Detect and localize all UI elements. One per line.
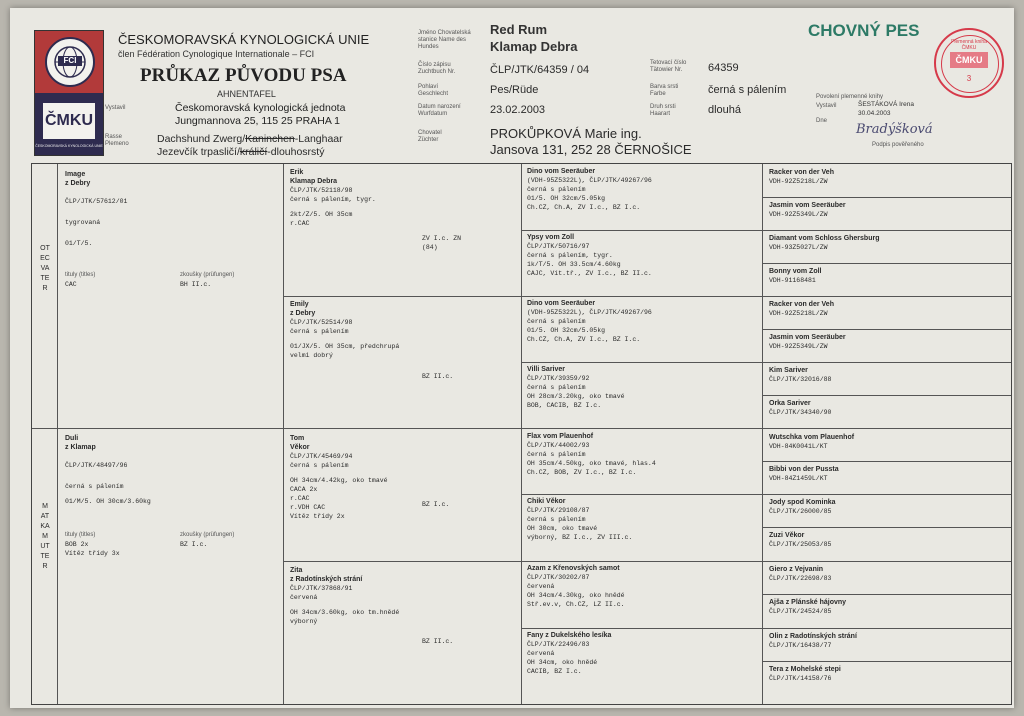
gen4-ancestor-16: Tera z Mohelské stepi ČLP/JTK/14158/76 bbox=[769, 666, 841, 682]
issued-by-label: Vystavil bbox=[816, 103, 837, 109]
color-label: Barva srsti Farbe bbox=[650, 84, 679, 97]
gen4-ancestor-9: Wutschka vom Plauenhof VDH-84K0041L/KT bbox=[769, 434, 855, 450]
breed-line-2: Jezevčík trpasličí/králičí-dlouhosrstý bbox=[157, 146, 325, 158]
dog-color: černá s pálením bbox=[708, 84, 787, 96]
org-name: ČESKOMORAVSKÁ KYNOLOGICKÁ UNIE bbox=[118, 32, 370, 47]
studbook-stamp: Plemenná kniha ČMKU ČMKU 3 bbox=[934, 28, 1004, 98]
gen3-ancestor-6: Chiki Věkor ČLP/JTK/29108/87 černá s pálením OH 30cm, oko tmavé výborný, BZ I.c., ZV III.c. bbox=[527, 498, 633, 541]
coat-label: Druh srsti Haarart bbox=[650, 104, 676, 117]
breeding-dog-stamp: CHOVNÝ PES bbox=[808, 21, 920, 40]
gen4-ancestor-4: Bonny vom Zoll VDH-91168481 bbox=[769, 268, 822, 284]
issued-label: Vystavil bbox=[105, 105, 126, 111]
sex-label: Pohlaví Geschlecht bbox=[418, 84, 449, 97]
dog-reg-number: ČLP/JTK/64359 / 04 bbox=[490, 64, 590, 76]
reg-label: Číslo zápisu Zuchtbuch Nr. bbox=[418, 62, 456, 75]
dog-coat: dlouhá bbox=[708, 104, 742, 116]
gen4-ancestor-2: Jasmin vom Seeräuber VDH-92Z5349L/ZW bbox=[769, 202, 846, 218]
mother-side-label: MATKA MUTTER bbox=[40, 503, 50, 570]
issued-by: ŠESTÁKOVÁ Irena bbox=[858, 101, 914, 108]
signature-label: Podpis pověřeného bbox=[872, 142, 924, 148]
breed-line-1: Dachshund Zwerg/Kaninchen-Langhaar bbox=[157, 133, 343, 145]
gen4-ancestor-11: Jody spod Kominka ČLP/JTK/26000/85 bbox=[769, 499, 836, 515]
fci-membership: člen Fédération Cynologique Internationale – FCI bbox=[118, 49, 315, 59]
breed-label: Rasse Plemeno bbox=[105, 134, 129, 147]
breeder-label: Chovatel Züchter bbox=[418, 130, 442, 143]
sire-cell: Image z Debry ČLP/JTK/57612/01 tygrovaná 01/T/5. tituly (titles) zkoušky (prüfungen) CAC BH II.c. bbox=[65, 171, 235, 288]
tattoo-label: Tetovací číslo Tätowier Nr. bbox=[650, 60, 687, 73]
gen4-ancestor-5: Racker von der Veh VDH-92Z5218L/ZW bbox=[769, 301, 834, 317]
gen4-ancestor-7: Kim Sariver ČLP/JTK/32016/88 bbox=[769, 367, 832, 383]
gen3-ancestor-3: Dino vom Seeräuber (VDH-95Z5322L), ČLP/JTK/49267/96 černá s pálením 01/5. OH 32cm/5.05kg Ch.CZ, Ch.A, ZV I.c., BZ I.c. bbox=[527, 300, 652, 343]
issue-date: 30.04.2003 bbox=[858, 110, 891, 117]
name-label: Jméno Chovatelská stanice Name des Hundes bbox=[418, 30, 471, 50]
gen3-ancestor-2: Ypsy vom Zoll ČLP/JTK/50716/97 černá s pálením, tygr. 1k/T/5. OH 33.5cm/4.60kg CAJC, Vít.tř., ZV I.c., BZ II.c. bbox=[527, 234, 652, 277]
gen4-ancestor-8: Orka Sariver ČLP/JTK/34340/90 bbox=[769, 400, 832, 416]
father-side-label: OTEC VATER bbox=[40, 245, 50, 292]
gen3-ancestor-8: Fany z Dukelského lesíka ČLP/JTK/22496/83 červená OH 34cm, oko hnědé CACIB, BZ I.c. bbox=[527, 632, 612, 675]
paternal-granddam-cell: Emily z Debry ČLP/JTK/52514/98 černá s pálením 01/JX/5. OH 35cm, předchrupá velmi dobrý BZ II.c. bbox=[290, 301, 454, 380]
issuer: Českomoravská kynologická jednota bbox=[175, 102, 346, 114]
dog-kennel: Klamap Debra bbox=[490, 39, 578, 54]
page-title: PRŮKAZ PŮVODU PSA bbox=[140, 65, 347, 86]
date-label: Dne bbox=[816, 118, 828, 124]
breeder-name: PROKŮPKOVÁ Marie ing. bbox=[490, 126, 642, 141]
cmku-logo bbox=[34, 30, 104, 156]
gen3-ancestor-7: Azam z Křenovských samot ČLP/JTK/30202/87 červená OH 34cm/4.30kg, oko hnědé Stř.ev.v, Ch.CZ, LZ II.c. bbox=[527, 565, 625, 608]
dob-label: Datum narození Wurfdatum bbox=[418, 104, 461, 117]
pedigree-table bbox=[31, 163, 1012, 705]
dog-dob: 23.02.2003 bbox=[490, 104, 546, 116]
paternal-grandsire-cell: Erik Klamap Debra ČLP/JTK/52118/98 černá s pálením, tygr. 2kt/Z/5. OH 35cm r.CAC ZV I.c. ZN (84) bbox=[290, 169, 462, 251]
studbook-permit-label: Povolení plemenné knihy bbox=[816, 94, 884, 100]
gen4-ancestor-12: Zuzi Věkor ČLP/JTK/25053/85 bbox=[769, 532, 832, 548]
dog-sex: Pes/Rüde bbox=[490, 84, 539, 96]
gen4-ancestor-3: Diamant vom Schloss Ghersburg VDH-93Z5027L/ZW bbox=[769, 235, 880, 251]
gen4-ancestor-10: Bibbi von der Pussta VDH-84Z1459L/KT bbox=[769, 466, 839, 482]
fci-label: FCI bbox=[58, 56, 82, 66]
gen3-ancestor-4: Villi Sariver ČLP/JTK/39359/92 černá s pálením OH 28cm/3.20kg, oko tmavé BOB, CACIB, BZ I.c. bbox=[527, 366, 625, 409]
pedigree-certificate bbox=[10, 8, 1014, 708]
dog-tattoo: 64359 bbox=[708, 62, 739, 74]
breeder-address: Jansova 131, 252 28 ČERNOŠICE bbox=[490, 142, 692, 157]
dog-name: Red Rum bbox=[490, 22, 548, 37]
gen4-ancestor-6: Jasmin vom Seeräuber VDH-92Z5349L/ZW bbox=[769, 334, 846, 350]
gen3-ancestor-5: Flax vom Plauenhof ČLP/JTK/44002/93 černá s pálením OH 35cm/4.50kg, oko tmavé, hlas.4 Ch.CZ, BOB, ZV I.c., BZ I.c. bbox=[527, 433, 656, 476]
gen3-ancestor-1: Dino vom Seeräuber (VDH-95Z5322L), ČLP/JTK/49267/96 černá s pálením 01/5. OH 32cm/5.05kg Ch.CZ, Ch.A, ZV I.c., BZ I.c. bbox=[527, 168, 652, 211]
maternal-grandsire-cell: Tom Věkor ČLP/JTK/45469/94 černá s pálením OH 34cm/4.42kg, oko tmavé CACA 2x r.CAC r.VDH CAC Vítěz třídy 2x BZ I.c. bbox=[290, 435, 450, 520]
gen4-ancestor-15: Olin z Radotínských strání ČLP/JTK/16438/77 bbox=[769, 633, 857, 649]
signature: Bradýšková bbox=[856, 122, 933, 137]
cmku-label: ČMKU bbox=[45, 112, 93, 129]
issuer-address: Jungmannova 25, 115 25 PRAHA 1 bbox=[175, 115, 341, 127]
gen4-ancestor-14: Ajša z Plánské hájovny ČLP/JTK/24524/85 bbox=[769, 599, 847, 615]
subtitle: AHNENTAFEL bbox=[217, 89, 276, 99]
gen4-ancestor-13: Giero z Vejvanin ČLP/JTK/22698/83 bbox=[769, 566, 832, 582]
logo-ring-text: ČESKOMORAVSKÁ KYNOLOGICKÁ UNIE bbox=[35, 144, 103, 148]
gen4-ancestor-1: Racker von der Veh VDH-92Z5218L/ZW bbox=[769, 169, 834, 185]
fci-globe-icon bbox=[45, 37, 95, 87]
maternal-granddam-cell: Zita z Radotínských strání ČLP/JTK/37868/91 červená OH 34cm/3.60kg, oko tm.hnědé výborný BZ II.c. bbox=[290, 567, 454, 645]
dam-cell: Duli z Klamap ČLP/JTK/48497/96 černá s pálením 01/M/5. OH 30cm/3.60kg tituly (titles) zkoušky (prüfungen) BOB 2x Vítěz třídy 3x BZ I.c. bbox=[65, 435, 235, 557]
